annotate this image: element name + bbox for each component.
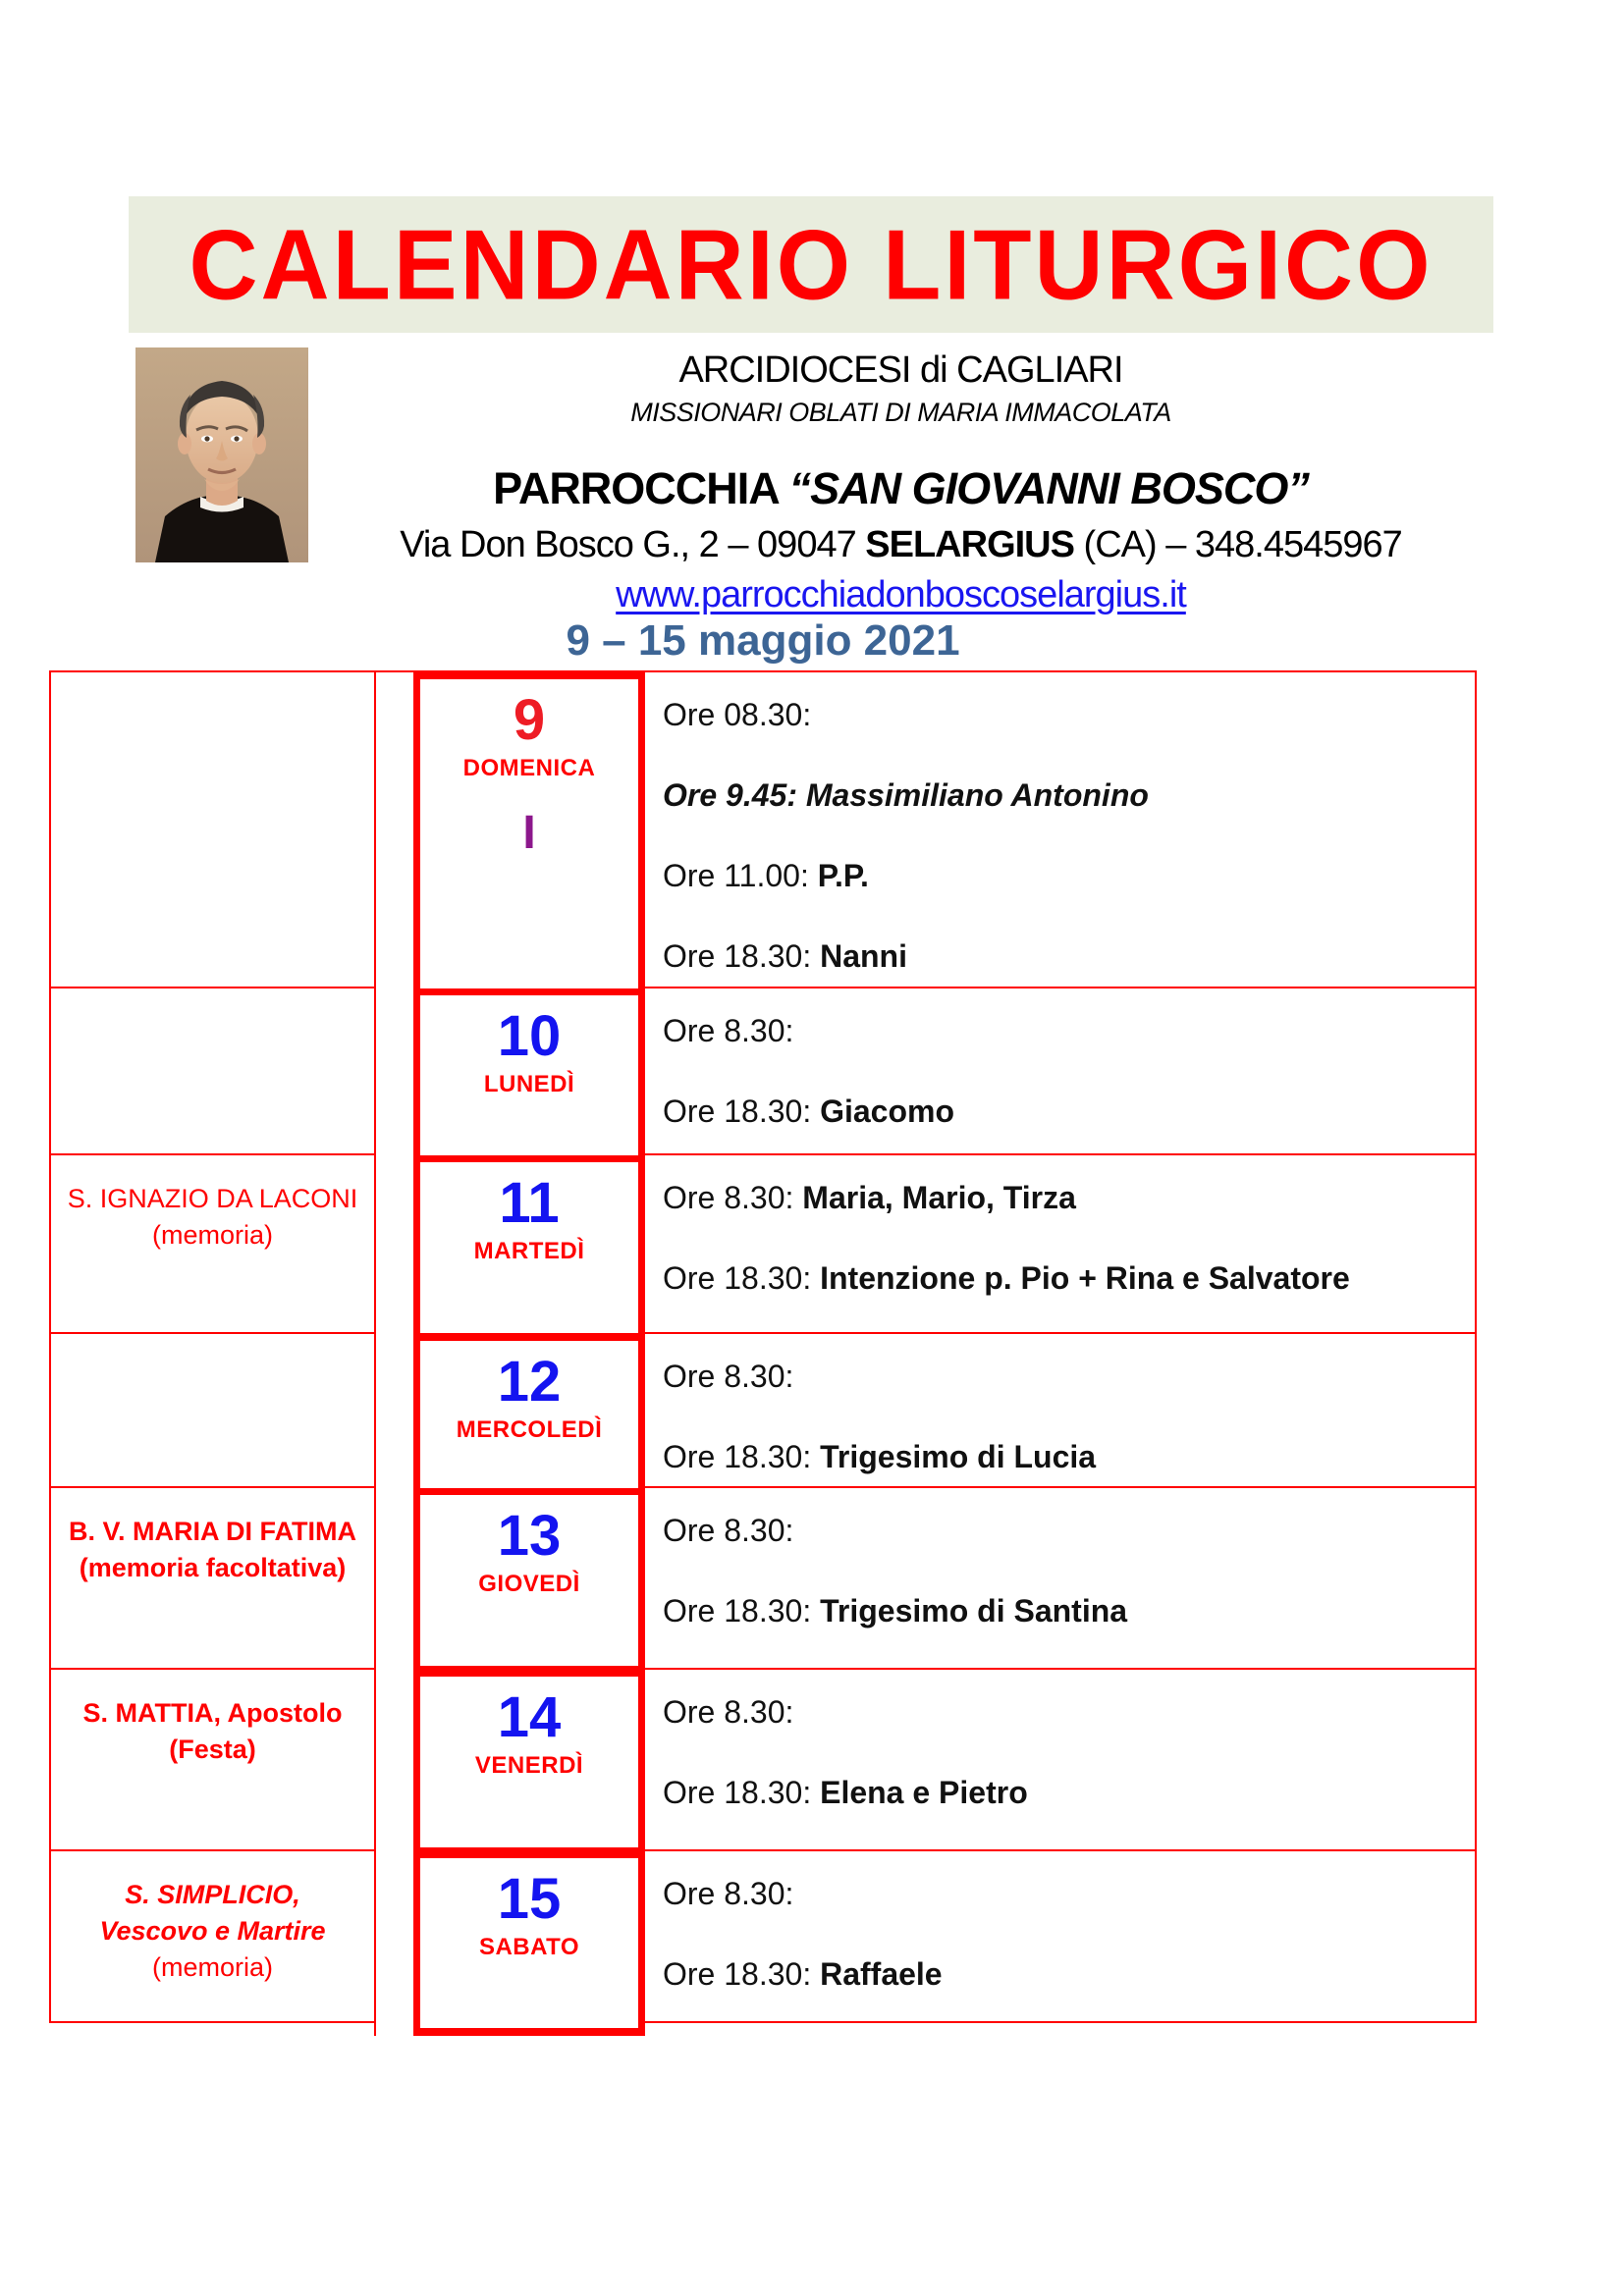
parish-name: “SAN GIOVANNI BOSCO” [788, 463, 1309, 513]
masses-cell [645, 1851, 1475, 2036]
mass-line [663, 937, 1465, 975]
mass-line [663, 857, 1465, 894]
mass-line [663, 1358, 1465, 1395]
saint-line: Vescovo e Martire [99, 1916, 326, 1946]
saint-cell [51, 1851, 376, 2036]
archdiocese-line: ARCIDIOCESI di CAGLIARI [678, 349, 1123, 391]
mass-time: Ore 8.30: [663, 1694, 794, 1730]
parish-header [135, 347, 1493, 616]
mass-line [663, 1592, 1465, 1629]
mass-line [663, 1875, 1465, 1912]
saint-cell [51, 988, 376, 1173]
mass-time: Ore 11.00: [663, 858, 809, 893]
mass-time: Ore 08.30: [663, 697, 812, 732]
mass-time: Ore 18.30: [663, 1593, 812, 1629]
address-phone: (CA) – 348.4545967 [1073, 524, 1402, 565]
address-street: Via Don Bosco G., 2 – 09047 [400, 524, 866, 565]
saint-line: (Festa) [169, 1735, 256, 1764]
day-number: 13 [497, 1504, 562, 1568]
mass-line [663, 776, 1465, 814]
don-bosco-photo [135, 347, 308, 562]
day-row [51, 1486, 1475, 1668]
weekday-label: GIOVEDÌ [478, 1571, 580, 1597]
mass-time: Ore 8.30: [663, 1359, 794, 1394]
day-box [413, 1670, 645, 1854]
weekday-label: MERCOLEDÌ [456, 1416, 603, 1443]
day-row [51, 1332, 1475, 1486]
mass-name: Intenzione p. Pio + Rina e Salvatore [820, 1260, 1350, 1296]
day-number: 14 [497, 1685, 562, 1749]
title-band [129, 196, 1493, 333]
gutter-cell [376, 1851, 413, 2036]
document-title: CALENDARIO LITURGICO [189, 208, 1434, 321]
day-row [51, 672, 1475, 987]
day-box [413, 672, 645, 1018]
day-row [51, 987, 1475, 1153]
saint-line: (memoria facoltativa) [79, 1553, 347, 1582]
day-strip-bottom-stub [413, 2021, 645, 2035]
address-city: SELARGIUS [865, 524, 1074, 565]
mass-time: Ore 18.30: [663, 1439, 812, 1474]
mass-time: Ore 18.30: [663, 1956, 812, 1992]
mass-time: Ore 18.30: [663, 1094, 812, 1129]
weekday-label: DOMENICA [462, 755, 596, 781]
saint-line: (memoria) [151, 1952, 273, 1982]
masses-cell [645, 1155, 1475, 1340]
weekday-label: LUNEDÌ [483, 1071, 575, 1097]
gutter-cell [376, 1155, 413, 1340]
day-box [413, 1488, 645, 1673]
weekday-label: SABATO [478, 1934, 580, 1960]
day-row [51, 1153, 1475, 1332]
day-number: 9 [513, 688, 546, 752]
day-number: 12 [497, 1350, 562, 1414]
day-number: 10 [497, 1004, 562, 1068]
mass-line [663, 1438, 1465, 1475]
mass-name: Trigesimo di Santina [820, 1593, 1128, 1629]
mass-line [663, 1179, 1465, 1216]
gutter-cell [376, 1488, 413, 1673]
parish-name-line [308, 463, 1493, 514]
mass-time: Ore 8.30: [663, 1013, 794, 1048]
day-number: 11 [499, 1171, 560, 1235]
masses-cell [645, 672, 1475, 1018]
weekday-label: MARTEDÌ [473, 1238, 585, 1264]
mass-name: Maria, Mario, Tirza [802, 1180, 1076, 1215]
mass-line [663, 1955, 1465, 1993]
mass-line [663, 1259, 1465, 1297]
saint-cell [51, 672, 376, 1018]
saint-cell [51, 1488, 376, 1673]
saint-line: S. SIMPLICIO, [125, 1880, 300, 1909]
mass-name: Elena e Pietro [820, 1775, 1028, 1810]
weekday-label: VENERDÌ [474, 1752, 584, 1779]
mass-line [663, 696, 1465, 733]
masses-cell [645, 1488, 1475, 1673]
day-row [51, 1849, 1475, 2021]
address-line [308, 524, 1493, 566]
gutter-cell [376, 672, 413, 1018]
mass-name: Giacomo [820, 1094, 955, 1129]
saint-line: (memoria) [151, 1220, 273, 1250]
day-number: 15 [497, 1867, 562, 1931]
website-link[interactable]: www.parrocchiadonboscoselargius.it [616, 574, 1186, 615]
parish-prefix: PARROCCHIA [493, 463, 789, 513]
week-heading: 9 – 15 maggio 2021 [566, 616, 960, 665]
mass-time: Ore 9.45: [663, 777, 797, 813]
mass-name: Massimiliano Antonino [805, 777, 1149, 813]
liturgical-calendar-table [49, 670, 1477, 2023]
mass-time: Ore 18.30: [663, 1775, 812, 1810]
mass-line [663, 1774, 1465, 1811]
mass-time: Ore 8.30: [663, 1876, 794, 1911]
saint-line: B. V. MARIA DI FATIMA [68, 1517, 356, 1546]
masses-cell [645, 988, 1475, 1173]
missionaries-line: MISSIONARI OBLATI DI MARIA IMMACOLATA [630, 398, 1171, 427]
mass-line [663, 1093, 1465, 1130]
saint-cell [51, 1155, 376, 1340]
mass-time: Ore 8.30: [663, 1180, 794, 1215]
saint-line: S. IGNAZIO DA LACONI [67, 1184, 358, 1213]
day-box [413, 988, 645, 1173]
mass-line [663, 1012, 1465, 1049]
day-row [51, 1668, 1475, 1849]
mass-name: Nanni [820, 938, 907, 974]
mass-name: Raffaele [820, 1956, 943, 1992]
day-box [413, 1851, 645, 2036]
mass-name: Trigesimo di Lucia [820, 1439, 1097, 1474]
day-box [413, 1155, 645, 1340]
mass-time: Ore 18.30: [663, 938, 812, 974]
gutter-cell [376, 988, 413, 1173]
gutter-cell [376, 1670, 413, 1854]
psalter-week-numeral: I [522, 807, 536, 859]
mass-name: P.P. [817, 858, 869, 893]
mass-line [663, 1512, 1465, 1549]
mass-time: Ore 18.30: [663, 1260, 812, 1296]
saint-line: S. MATTIA, Apostolo [82, 1698, 343, 1728]
parish-header-text [308, 347, 1493, 616]
mass-line [663, 1693, 1465, 1731]
mass-time: Ore 8.30: [663, 1513, 794, 1548]
saint-cell [51, 1670, 376, 1854]
masses-cell [645, 1670, 1475, 1854]
